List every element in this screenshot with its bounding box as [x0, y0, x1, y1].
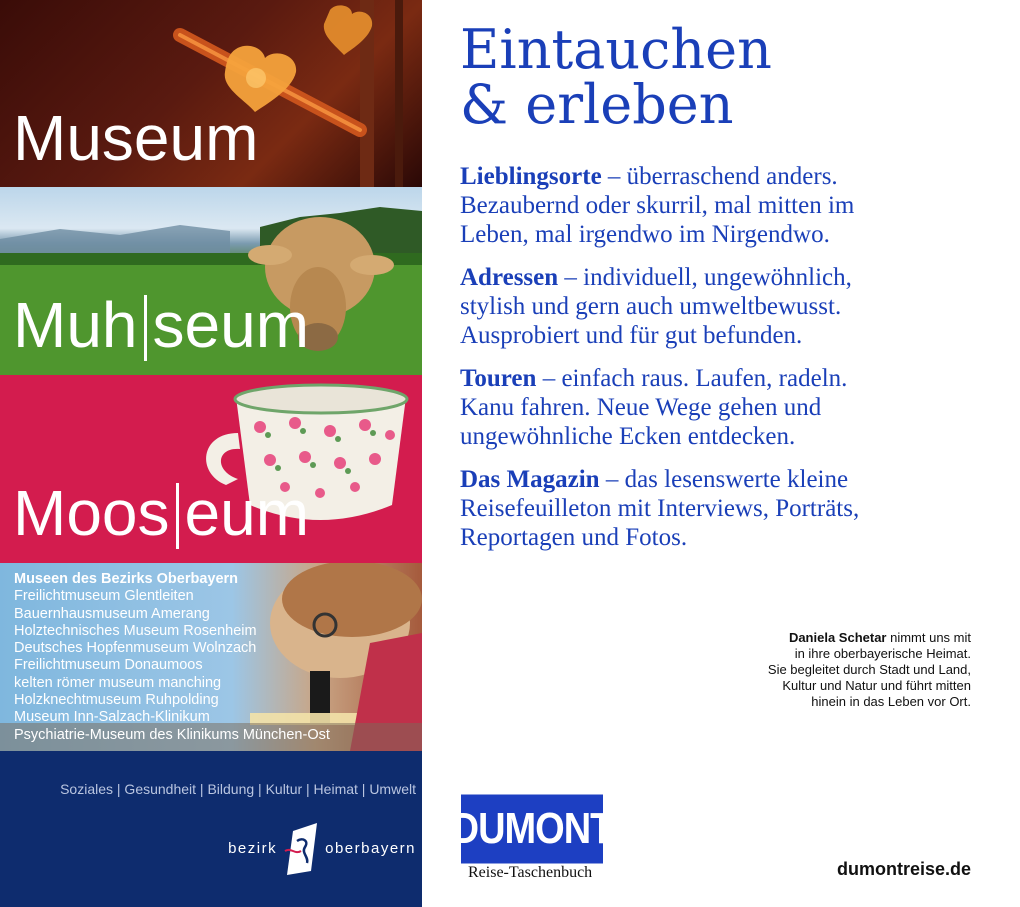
feature-heading: Touren: [460, 365, 537, 392]
feature-text: – das lesenswerte kleine Reisefeuilleton mit Interviews, Porträts, Reportagen und Fotos.: [460, 466, 860, 551]
bezirk-logo: [228, 821, 416, 875]
page-title: [460, 18, 772, 136]
author-blurb: [768, 630, 971, 710]
moosseum-part-b: eum: [184, 477, 309, 549]
feature-heading: Lieblingsorte: [460, 163, 602, 190]
author-text: hinein in das Leben vor Ort.: [811, 694, 971, 709]
moosseum-part-a: Moos: [13, 477, 170, 549]
bezirk-emblem-icon: [283, 821, 319, 875]
list-item: Holztechnisches Museum Rosenheim: [14, 622, 257, 639]
list-item: Deutsches Hopfenmuseum Wolnzach: [14, 640, 257, 657]
word-separator: [144, 295, 147, 361]
right-column: [422, 0, 1020, 907]
panel-moosseum: [0, 375, 422, 563]
list-item: kelten römer museum manching: [14, 674, 222, 691]
dumont-subtitle: Reise-Taschenbuch: [468, 864, 593, 881]
list-item: Museen des Bezirks Oberbayern: [14, 571, 239, 587]
topics-line: Soziales | Gesundheit | Bildung | Kultur | Heimat | Umwelt: [60, 781, 416, 797]
feature-paragraph: [460, 263, 880, 350]
left-column: [0, 0, 422, 907]
muhseum-heading: [13, 289, 309, 361]
feature-paragraph: [460, 465, 880, 552]
list-item: Holzknechtmuseum Ruhpolding: [14, 692, 219, 709]
dumont-logo: [451, 799, 613, 882]
oberbayern-word: oberbayern: [325, 839, 416, 857]
author-name: Daniela Schetar: [788, 630, 887, 645]
feature-paragraph: [460, 364, 880, 451]
feature-heading: Adressen: [460, 264, 559, 291]
title-line-1: Eintauchen: [460, 18, 772, 81]
feature-paragraph: [460, 162, 880, 249]
feature-text: – individuell, ungewöhnlich, stylish und gern auch umweltbewusst. Ausprobiert und für gut befunden.: [460, 264, 852, 349]
moosseum-heading: [13, 477, 309, 549]
word-separator: [176, 483, 179, 549]
museum-list: [14, 571, 330, 744]
feature-heading: Das Magazin: [460, 466, 600, 493]
list-item: Museum Inn-Salzach-Klinikum: [14, 709, 210, 726]
museum-heading: Museum: [13, 102, 259, 174]
panel-museum-list: [0, 563, 422, 751]
muhseum-part-a: Muh: [13, 289, 138, 361]
bezirk-word: bezirk: [228, 839, 278, 857]
list-item: Freilichtmuseum Glentleiten: [14, 588, 194, 605]
feature-text: – einfach raus. Laufen, radeln. Kanu fahren. Neue Wege gehen und ungewöhnliche Ecken entdecken.: [460, 365, 848, 450]
author-text: Sie begleitet durch Stadt und Land,: [767, 662, 971, 677]
list-item: Freilichtmuseum Donaumoos: [14, 657, 203, 674]
title-line-2: & erleben: [460, 73, 734, 136]
website-url: dumontreise.de: [836, 859, 971, 879]
panel-muhseum: [0, 187, 422, 375]
panel-bezirk: [0, 751, 422, 907]
dumont-wordmark: DUMONT: [461, 795, 603, 864]
list-item: Bauernhausmuseum Amerang: [14, 605, 210, 622]
panel-museum: [0, 0, 422, 187]
author-text: in ihre oberbayerische Heimat.: [794, 646, 971, 661]
list-item: Psychiatrie-Museum des Klinikums München-Ost: [14, 726, 330, 743]
author-text: Kultur und Natur und führt mitten: [782, 678, 971, 693]
author-text: nimmt uns mit: [886, 630, 971, 645]
feature-text: – überraschend anders. Bezaubernd oder skurril, mal mitten im Leben, mal irgendwo im Nirgendwo.: [460, 163, 855, 248]
muhseum-part-b: seum: [152, 289, 309, 361]
